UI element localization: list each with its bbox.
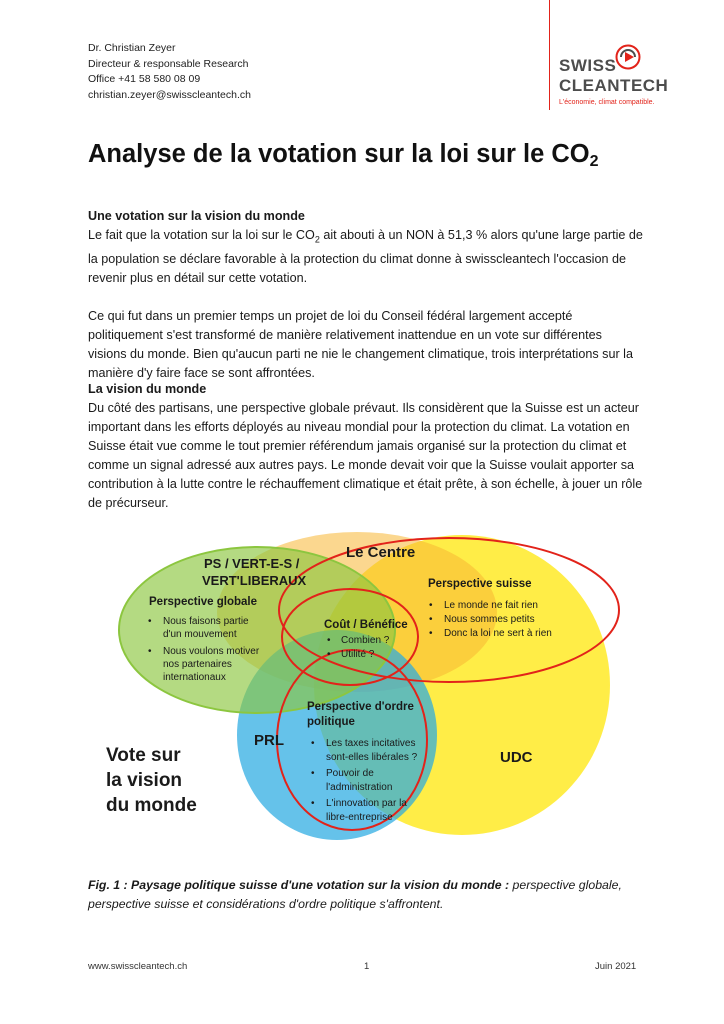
title-subscript: 2 xyxy=(589,153,599,170)
cout-bullet-1-dot: • xyxy=(327,635,331,646)
label-centre: Le Centre xyxy=(346,544,416,561)
footer-date: Juin 2021 xyxy=(595,961,637,972)
label-ps-line2: VERT'LIBERAUX xyxy=(202,573,307,588)
ordre-bullet-3a: L'innovation par la xyxy=(326,798,407,809)
footer-page-number: 1 xyxy=(364,961,370,972)
page-title xyxy=(88,140,599,169)
swisscleantech-logo xyxy=(559,42,669,114)
globale-bullet-1-dot: • xyxy=(148,616,152,627)
cout-title: Coût / Bénéfice xyxy=(324,619,408,631)
globale-bullet-2-dot: • xyxy=(148,646,152,657)
caption-rest: perspective globale, perspective suisse et considérations d'ordre politique s'affrontent. xyxy=(88,878,622,911)
label-ps-line1: PS / VERT-E-S / xyxy=(204,556,300,571)
cout-bullet-1: Combien ? xyxy=(341,635,390,646)
logo-word-cleantech: CLEANTECH xyxy=(559,76,669,95)
suisse-bullet-1: Le monde ne fait rien xyxy=(444,600,538,611)
label-udc: UDC xyxy=(500,749,533,766)
cout-bullet-2-dot: • xyxy=(327,649,331,660)
ordre-bullet-3b: libre-entreprise xyxy=(326,812,393,823)
ordre-bullet-2a: Pouvoir de xyxy=(326,768,374,779)
section2-heading: La vision du monde xyxy=(88,382,207,396)
contact-email[interactable]: christian.zeyer@swisscleantech.ch xyxy=(88,88,251,101)
ordre-bullet-1b: sont-elles libérales ? xyxy=(326,752,418,763)
section-worldview xyxy=(88,380,643,513)
section1-p1-sub: 2 xyxy=(314,234,320,245)
section2-paragraph1: Du côté des partisans, une perspective globale prévaut. Ils considèrent que la Suisse est un acteur important dans les efforts déployés au niveau mondial pour la protection du climat. La votation en Suisse était vue comme le tout premier référendum jamais organisé sur la protection du climat et comme un signal adressé aux autres pays. Le monde devait voir que la Suisse voulait apporter sa contribution à la lutte contre le réchauffement climatique et était prête, à son échelle, à jouer un rôle de précurseur. xyxy=(88,401,643,510)
logo-tagline: L'économie, climat compatible. xyxy=(559,99,655,106)
title-text: Analyse de la votation sur la loi sur le CO xyxy=(88,140,590,168)
big-label-line1: Vote sur xyxy=(106,745,181,766)
big-label-line2: la vision xyxy=(106,770,183,791)
globale-bullet-2b: nos partenaires xyxy=(163,659,232,670)
venn-diagram xyxy=(92,520,622,840)
section-vision-vote xyxy=(88,207,643,383)
ordre-bullet-3-dot: • xyxy=(311,798,315,809)
contact-name: Dr. Christian Zeyer xyxy=(88,42,176,54)
figure-caption xyxy=(88,876,648,914)
suisse-bullet-1-dot: • xyxy=(429,600,433,611)
contact-phone: Office +41 58 580 08 09 xyxy=(88,73,201,85)
ordre-title-1: Perspective d'ordre xyxy=(307,701,414,713)
contact-block xyxy=(88,41,251,103)
globale-bullet-2c: internationaux xyxy=(163,672,226,683)
contact-role: Directeur & responsable Research xyxy=(88,57,249,70)
section1-paragraph1 xyxy=(88,226,643,288)
play-circle-icon xyxy=(615,44,641,70)
ordre-bullet-2-dot: • xyxy=(311,768,315,779)
globale-bullet-1b: d'un mouvement xyxy=(163,629,237,640)
ordre-bullet-1-dot: • xyxy=(311,738,315,749)
caption-bold: Fig. 1 : Paysage politique suisse d'une votation sur la vision du monde : xyxy=(88,878,510,892)
logo-word-swiss: SWISS xyxy=(559,56,617,75)
suisse-title: Perspective suisse xyxy=(428,578,532,590)
globale-title: Perspective globale xyxy=(149,596,258,608)
header-accent-line xyxy=(549,0,550,110)
suisse-bullet-3: Donc la loi ne sert à rien xyxy=(444,628,552,639)
suisse-bullet-3-dot: • xyxy=(429,628,433,639)
footer-website[interactable]: www.swisscleantech.ch xyxy=(88,961,188,972)
cout-bullet-2: Utilité ? xyxy=(341,649,375,660)
big-label-line3: du monde xyxy=(106,795,197,816)
globale-bullet-1a: Nous faisons partie xyxy=(163,616,249,627)
section1-p1-before: Le fait que la votation sur la loi sur le CO xyxy=(88,228,315,242)
suisse-bullet-2: Nous sommes petits xyxy=(444,614,535,625)
label-prl: PRL xyxy=(254,732,284,749)
section1-p1-after: ait abouti à un NON à 51,3 % alors qu'une large partie de la population se déclare favorable à la protection du climat donne à swisscleantech l'occasion de revenir plus en détail sur cette votation. xyxy=(88,228,643,285)
section1-heading: Une votation sur la vision du monde xyxy=(88,209,305,223)
ordre-bullet-1a: Les taxes incitatives xyxy=(326,738,416,749)
section1-paragraph2: Ce qui fut dans un premier temps un projet de loi du Conseil fédéral largement accepté politiquement s'est transformé de manière relativement inattendue en un vote sur différentes visions du monde. Bien qu'aucun parti ne nie le changement climatique, trois interprétations sur la manière d'y faire face se sont affrontées. xyxy=(88,308,633,380)
ordre-title-2: politique xyxy=(307,716,355,728)
globale-bullet-2a: Nous voulons motiver xyxy=(163,646,260,657)
ordre-bullet-2b: l'administration xyxy=(326,782,393,793)
suisse-bullet-2-dot: • xyxy=(429,614,433,625)
